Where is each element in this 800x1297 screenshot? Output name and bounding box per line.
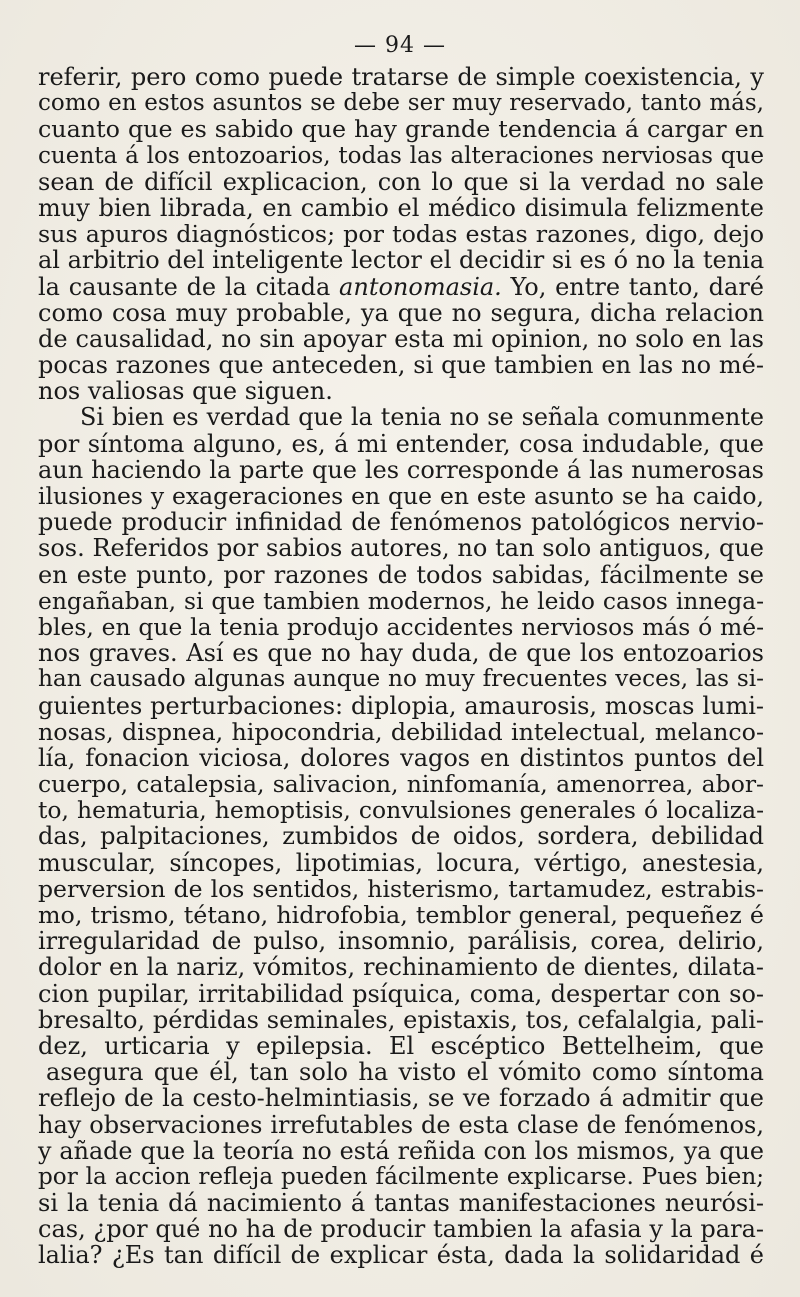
text-line: sean de difícil explicacion, con lo que si la verdad no sale bbox=[38, 167, 764, 196]
text-line: muy bien librada, en cambio el médico disimula felizmente bbox=[38, 193, 764, 222]
text-line: aun haciendo la parte que les corresponde á las numerosas bbox=[38, 455, 764, 484]
text-line: to, hematuria, hemoptisis, convulsiones generales ó localiza- bbox=[38, 796, 764, 825]
text-line: reflejo de la cesto-helmintiasis, se ve forzado á admitir que bbox=[38, 1084, 764, 1113]
text-line: y añade que la teoría no está reñida con los mismos, ya que bbox=[38, 1136, 764, 1165]
paragraph bbox=[38, 64, 764, 404]
text-line: mo, trismo, tétano, hidrofobia, temblor general, pequeñez é bbox=[38, 901, 764, 929]
text-line: Si bien es verdad que la tenia no se señala comunmente bbox=[80, 403, 764, 432]
text-line: pocas razones que anteceden, si que tambien en las no mé- bbox=[38, 351, 764, 380]
text-line: si la tenia dá nacimiento á tantas manifestaciones neurósi- bbox=[38, 1189, 764, 1218]
text-line: perversion de los sentidos, histerismo, tartamudez, estrabis- bbox=[38, 874, 764, 903]
text-line: das, palpitaciones, zumbidos de oidos, sordera, debilidad bbox=[38, 822, 764, 851]
text-line: dez, urticaria y epilepsia. El escéptico Bettelheim, que bbox=[38, 1031, 764, 1060]
text-line: dolor en la nariz, vómitos, rechinamiento de dientes, dilata- bbox=[38, 953, 764, 982]
text-line: lalia? ¿Es tan difícil de explicar ésta, dada la solidaridad é bbox=[38, 1241, 764, 1270]
text-line: muscular, síncopes, lipotimias, locura, vértigo, anestesia, bbox=[38, 848, 764, 877]
text-line: cion pupilar, irritabilidad psíquica, coma, despertar con so- bbox=[38, 979, 764, 1008]
text-line: sus apuros diagnósticos; por todas estas razones, digo, dejo bbox=[38, 220, 764, 249]
text-line: han causado algunas aunque no muy frecuentes veces, las si- bbox=[38, 665, 764, 693]
text-line: de causalidad, no sin apoyar esta mi opinion, no solo en las bbox=[38, 324, 764, 353]
page-number: — 94 — bbox=[354, 33, 446, 58]
text-line: al arbitrio del inteligente lector el decidir si es ó no la tenia bbox=[38, 246, 765, 275]
text-line: engañaban, si que tambien modernos, he leido casos innega- bbox=[38, 586, 764, 615]
text-run: Yo, entre tanto, daré bbox=[501, 272, 765, 301]
text-line: guientes perturbaciones: diplopia, amaurosis, moscas lumi- bbox=[38, 691, 764, 720]
text-line: ilusiones y exageraciones en que en este asunto se ha caido, bbox=[38, 482, 764, 510]
text-line: cuerpo, catalepsia, salivacion, ninfomanía, amenorrea, abor- bbox=[38, 770, 764, 799]
paragraph bbox=[38, 404, 764, 1268]
body-text bbox=[38, 64, 764, 1269]
text-line: cuanto que es sabido que hay grande tendencia á cargar en bbox=[38, 115, 764, 144]
text-line: como en estos asuntos se debe ser muy reservado, tanto más, bbox=[38, 90, 764, 117]
text-run: la causante de la citada bbox=[38, 272, 340, 301]
text-line: por la accion refleja pueden fácilmente explicarse. Pues bien; bbox=[38, 1163, 764, 1190]
text-line bbox=[38, 274, 764, 300]
text-line: en este punto, por razones de todos sabidas, fácilmente se bbox=[38, 560, 764, 589]
text-line: nos valiosas que siguen. bbox=[38, 377, 333, 406]
text-line: nosas, dispnea, hipocondria, debilidad intelectual, melanco- bbox=[38, 717, 764, 746]
text-line: bles, en que la tenia produjo accidentes nerviosos más ó mé- bbox=[38, 612, 764, 641]
text-line: referir, pero como puede tratarse de simple coexistencia, y bbox=[38, 63, 764, 91]
text-line: cas, ¿por qué no ha de producir tambien la afasia y la para- bbox=[38, 1215, 764, 1244]
text-line: sos. Referidos por sabios autores, no tan solo antiguos, que bbox=[38, 534, 764, 563]
text-line: irregularidad de pulso, insomnio, parálisis, corea, delirio, bbox=[38, 927, 764, 956]
text-line: lía, fonacion viciosa, dolores vagos en distintos puntos del bbox=[38, 743, 764, 772]
text-line: nos graves. Así es que no hay duda, de que los entozoarios bbox=[38, 639, 764, 668]
text-line: por síntoma alguno, es, á mi entender, cosa indudable, que bbox=[38, 429, 764, 458]
text-line: puede producir infinidad de fenómenos patológicos nervio- bbox=[38, 508, 764, 537]
text-line: como cosa muy probable, ya que no segura, dicha relacion bbox=[38, 298, 764, 327]
italic-term: antonomasia. bbox=[339, 272, 502, 301]
text-line: asegura que él, tan solo ha visto el vómito como síntoma bbox=[46, 1058, 764, 1087]
text-line: cuenta á los entozoarios, todas las alteraciones nerviosas que bbox=[38, 142, 764, 169]
text-line: hay observaciones irrefutables de esta clase de fenómenos, bbox=[38, 1110, 764, 1139]
text-line: bresalto, pérdidas seminales, epistaxis, tos, cefalalgia, pali- bbox=[38, 1005, 764, 1034]
